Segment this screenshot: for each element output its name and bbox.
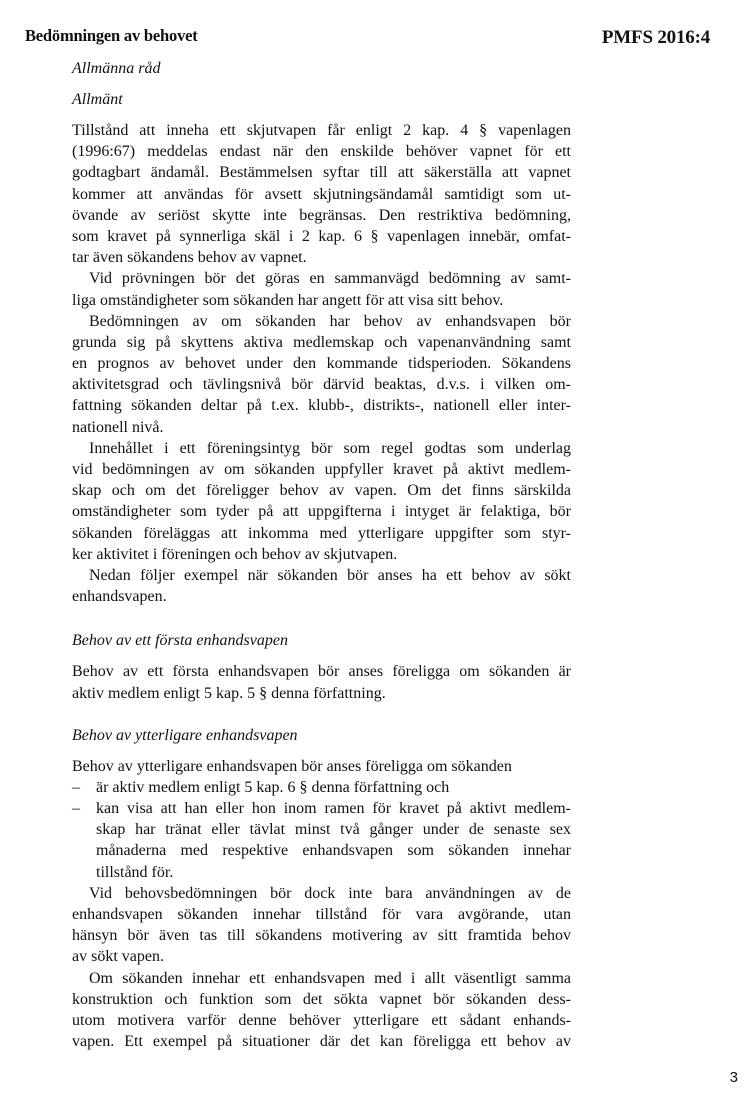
text-line: sökanden föreläggas att inkomma med ytterligare uppgifter som styr- [72,524,571,542]
text-line: enhandsvapen sökanden innehar tillstånd för vara avgörande, utan [72,906,571,923]
paragraph-permit-requirement [72,120,571,268]
paragraph-first-weapon [72,661,571,703]
text-line: vapen. Ett exempel på situationer där det kan föreligga ett behov av [72,1033,571,1051]
text-line: omständigheter som tyder på att uppgifterna i intyget är felaktiga, bör [72,503,571,521]
paragraph-handgun-need-assessment [72,311,571,438]
additional-weapons-heading: Behov av ytterligare enhandsvapen [72,726,298,744]
text-line: godtagbart ändamål. Bestämmelsen syftar till att säkerställa att vapnet [72,164,571,182]
text-line: Behov av ytterligare enhandsvapen bör anses föreligga om sökanden [72,757,512,775]
page-body [72,59,571,1052]
text-line: vid bedömningen av om sökanden uppfyller kravet på aktivt medlem- [72,461,571,478]
general-advice-label: Allmänna råd [72,60,161,77]
text-line: ker aktivitet i föreningen och behov av skjutvapen. [72,545,398,563]
text-line: konstruktion och funktion som det sökta vapnet bör sökanden dess- [72,990,571,1008]
first-weapon-heading: Behov av ett första enhandsvapen [72,632,288,650]
dash-bullet-icon: – [72,778,80,796]
text-line: aktiv medlem enligt 5 kap. 5 § denna författning. [72,684,386,702]
text-line: av sökt vapen. [72,948,164,966]
text-line: grunda sig på skyttens aktiva medlemskap och vapenanvändning samt [72,333,571,351]
text-line: övande av seriöst skytte inte begränsas. Den restriktiva bedömning, [72,206,571,224]
running-head-document-id: PMFS 2016:4 [601,27,710,48]
general-heading: Allmänt [72,91,123,108]
text-line: utom motivera varför denne behöver ytterligare ett sådant enhands- [72,1011,571,1029]
text-line: kan visa att han eller hon inom ramen för kravet på aktivt medlem- [96,800,571,818]
text-line: enhandsvapen. [72,588,167,606]
text-line: en prognos av behovet under den kommande tidsperioden. Sökandens [72,355,571,373]
text-line: Vid behovsbedömningen bör dock inte bara användningen av de [89,884,571,902]
criteria-list-item [72,798,571,883]
text-line: månaderna med respektive enhandsvapen som sökanden innehar [96,842,571,860]
text-line: skap och om det föreligger behov av vapen. Om det finns särskilda [72,482,571,500]
text-line: är aktiv medlem enligt 5 kap. 6 § denna författning och [96,778,450,796]
text-line: Nedan följer exempel när sökanden bör anses ha ett behov av sökt [89,566,571,584]
running-head-section-title: Bedömningen av behovet [25,26,198,45]
paragraph-future-need [72,883,571,968]
text-line: Vid prövningen bör det göras en sammanvägd bedömning av samt- [89,270,571,288]
text-line: nationell nivå. [72,418,164,436]
dash-bullet-icon: – [72,800,80,818]
text-line: Tillstånd att inneha ett skjutvapen får enligt 2 kap. 4 § vapenlagen [72,122,571,139]
text-line: tillstånd för. [96,863,174,881]
paragraph-similar-weapon [72,968,571,1053]
page-number: 3 [729,1069,738,1086]
paragraph-additional-weapons-intro [72,756,571,777]
text-line: hänsyn bör även tas till sökandens motivering av sitt framtida behov [72,927,571,945]
text-line: fattning sökanden deltar på t.ex. klubb-, distrikts-, nationell eller inter- [72,397,571,415]
text-line: som kravet på synnerliga skäl i 2 kap. 6 § vapenlagen innebär, omfat- [72,227,571,245]
text-line: (1996:67) meddelas endast när den enskilde behöver vapnet för ett [72,143,571,161]
text-line: Innehållet i ett föreningsintyg bör som regel godtas som underlag [89,439,571,457]
text-line: Bedömningen av om sökanden har behov av enhandsvapen bör [89,312,571,330]
text-line: skap har tränat eller tävlat minst två gånger under de senaste sex [96,821,571,839]
text-line: aktivitetsgrad och tävlingsnivå bör därvid beaktas, d.v.s. i vilken om- [72,376,571,394]
text-line: liga omständigheter som sökanden har angett för att visa sitt behov. [72,291,504,309]
paragraph-club-certificate [72,438,571,565]
text-line: tar även sökandens behov av vapnet. [72,249,307,267]
text-line: Om sökanden innehar ett enhandsvapen med i allt väsentligt samma [89,969,571,987]
criteria-list-item [72,777,571,798]
paragraph-overall-assessment [72,268,571,310]
text-line: Behov av ett första enhandsvapen bör anses föreligga om sökanden är [72,663,571,681]
text-line: kommer att användas för avsett skjutningsändamål samtidigt som ut- [72,185,571,203]
paragraph-examples-intro [72,565,571,607]
